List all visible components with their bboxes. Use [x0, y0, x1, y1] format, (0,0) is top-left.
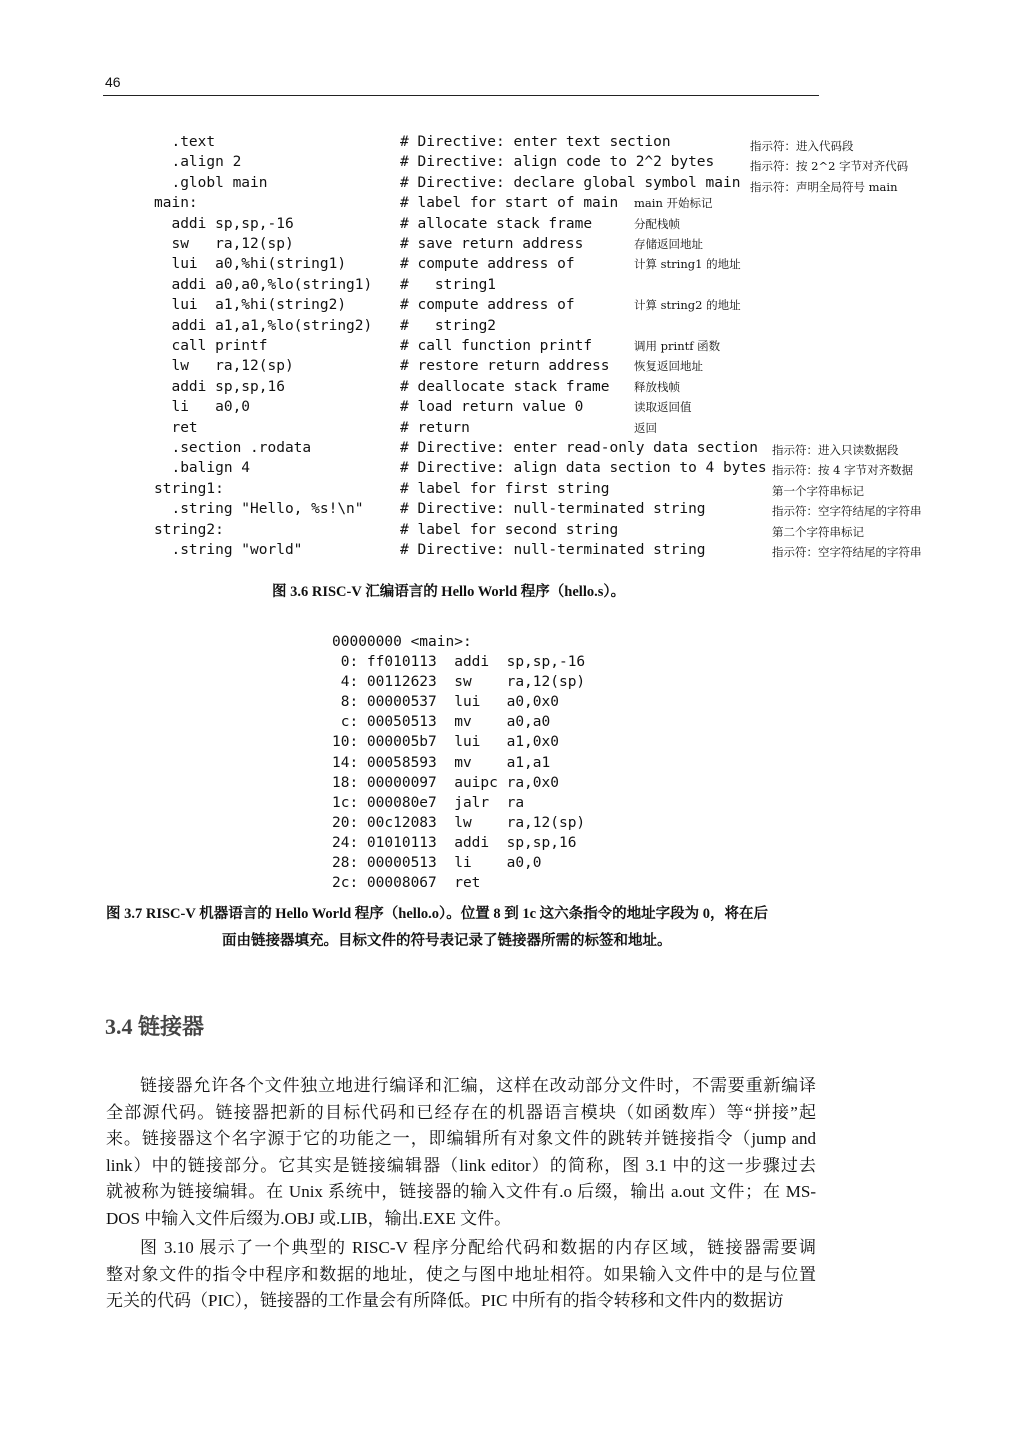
chinese-annotation: 第二个字符串标记	[772, 524, 864, 539]
chinese-annotation: 存储返回地址	[634, 237, 703, 251]
page-number: 46	[105, 74, 121, 90]
chinese-annotation: 计算 string1 的地址	[634, 257, 741, 272]
code-instruction: addi sp,sp,16	[154, 378, 285, 395]
code-comment: # Directive: enter read-only data section	[400, 440, 758, 456]
chinese-annotation: 指示符：进入只读数据段	[772, 443, 899, 457]
code-comment: # Directive: enter text section	[400, 134, 671, 150]
chinese-annotation: 调用 printf 函数	[634, 339, 721, 353]
code-instruction: addi a1,a1,%lo(string2)	[154, 317, 373, 334]
chinese-annotation: 指示符：进入代码段	[750, 139, 854, 153]
code-instruction: .align 2	[154, 154, 242, 171]
code-instruction: addi a0,a0,%lo(string1)	[154, 276, 373, 293]
code-instruction: .string "world"	[154, 542, 303, 558]
code-comment: # label for second string	[400, 521, 619, 538]
code-instruction: .balign 4	[154, 460, 251, 477]
chinese-annotation: 指示符：声明全局符号 main	[750, 179, 898, 194]
chinese-annotation: 分配栈帧	[634, 216, 680, 231]
code-comment: # compute address of	[400, 256, 575, 273]
code-instruction: .text	[154, 134, 216, 150]
code-instruction: addi sp,sp,-16	[154, 215, 294, 232]
code-comment: # Directive: align data section to 4 bytes	[400, 460, 767, 477]
paragraph-line: 图 3.10 展示了一个典型的 RISC-V 程序分配给代码和数据的内存区域，链接器需要调	[140, 1238, 816, 1257]
code-comment: # Directive: align code to 2^2 bytes	[400, 154, 715, 171]
code-instruction: .section .rodata	[154, 440, 312, 456]
disassembly-line: 14: 00058593 mv a1,a1	[332, 754, 551, 771]
disassembly-line: 0: ff010113 addi sp,sp,-16	[332, 654, 586, 671]
chinese-annotation: 指示符：空字符结尾的字符串	[772, 545, 922, 559]
chinese-annotation: main 开始标记	[634, 196, 713, 211]
disassembly-line: 20: 00c12083 lw ra,12(sp)	[332, 814, 586, 831]
code-instruction: main:	[154, 195, 198, 212]
disassembly-line: 28: 00000513 li a0,0	[332, 855, 542, 872]
chinese-annotation: 读取返回值	[634, 400, 692, 415]
code-instruction: li a0,0	[154, 399, 251, 416]
code-comment: # load return value 0	[400, 399, 584, 416]
code-comment: # string2	[400, 317, 497, 334]
code-instruction: .globl main	[154, 174, 268, 191]
disassembly-line: 8: 00000537 lui a0,0x0	[332, 694, 559, 711]
paragraph-line: link）中的链接部分。它其实是链接编辑器（link editor）的简称，图 3.1 中的这一步骤过去	[106, 1155, 816, 1175]
code-comment: # deallocate stack frame	[400, 378, 610, 395]
paragraph-line: 无关的代码（PIC），链接器的工作量会有所降低。PIC 中所有的指令转移和文件内的数据访	[106, 1291, 784, 1310]
code-instruction: lui a1,%hi(string2)	[154, 297, 347, 314]
chinese-annotation: 恢复返回地址	[634, 359, 703, 374]
figure-3-7-caption-line-2: 面由链接器填充。目标文件的符号表记录了链接器所需的标签和地址。	[222, 933, 672, 949]
code-comment: # Directive: null-terminated string	[400, 542, 706, 558]
code-instruction: lui a0,%hi(string1)	[154, 256, 347, 273]
code-comment: # label for first string	[400, 480, 610, 497]
disassembly-line: 18: 00000097 auipc ra,0x0	[332, 774, 559, 791]
code-comment: # restore return address	[400, 358, 610, 375]
chinese-annotation: 指示符：按 4 字节对齐数据	[772, 463, 914, 478]
disassembly-header: 00000000 <main>:	[332, 634, 472, 650]
disassembly-line: 24: 01010113 addi sp,sp,16	[332, 834, 577, 851]
paragraph-line: 全部源代码。链接器把新的目标代码和已经存在的机器语言模块（如函数库）等“拼接”起	[106, 1102, 816, 1122]
code-instruction: .string "Hello, %s!\n"	[154, 501, 364, 518]
disassembly-line: 1c: 000080e7 jalr ra	[332, 794, 525, 811]
code-comment: # save return address	[400, 236, 584, 252]
code-comment: # Directive: null-terminated string	[400, 501, 706, 518]
chinese-annotation: 返回	[634, 420, 657, 435]
section-heading: 3.4 链接器	[105, 1014, 205, 1039]
paragraph-line: 来。链接器这个名字源于它的功能之一，即编辑所有对象文件的跳转并链接指令（jump and	[106, 1129, 816, 1148]
code-comment: # string1	[400, 276, 497, 293]
paragraph-line: 整对象文件的指令中程序和数据的地址，使之与图中地址相符。如果输入文件中的是与位置	[106, 1264, 816, 1284]
code-comment: # call function printf	[400, 338, 593, 354]
code-instruction: ret	[154, 419, 198, 436]
code-instruction: sw ra,12(sp)	[154, 236, 294, 252]
figure-3-7-disassembly	[332, 632, 585, 893]
code-comment: # Directive: declare global symbol main	[400, 174, 741, 191]
figure-3-6-caption: 图 3.6 RISC-V 汇编语言的 Hello World 程序（hello.s）。	[272, 584, 626, 600]
figure-3-7-caption-line-1: 图 3.7 RISC-V 机器语言的 Hello World 程序（hello.o）。位置 8 到 1c 这六条指令的地址字段为 0，将在后	[106, 906, 769, 922]
paragraph-line: 就被称为链接编辑。在 Unix 系统中，链接器的输入文件有.o 后缀，输出 a.out 文件；在 MS-	[106, 1182, 816, 1201]
code-comment: # compute address of	[400, 297, 575, 314]
figure-3-6-code-listing	[154, 132, 954, 562]
code-comment: # return	[400, 419, 470, 436]
code-instruction: lw ra,12(sp)	[154, 358, 294, 375]
chinese-annotation: 计算 string2 的地址	[634, 298, 741, 313]
paragraph-line: 链接器允许各个文件独立地进行编译和汇编，这样在改动部分文件时，不需要重新编译	[140, 1076, 816, 1095]
chinese-annotation: 指示符：按 2^2 字节对齐代码	[750, 159, 909, 174]
paragraph-line: DOS 中输入文件后缀为.OBJ 或.LIB，输出.EXE 文件。	[106, 1208, 512, 1228]
code-instruction: call printf	[154, 338, 268, 354]
code-comment: # label for start of main	[400, 195, 619, 212]
code-comment: # allocate stack frame	[400, 215, 593, 232]
code-instruction: string2:	[154, 521, 224, 538]
disassembly-line: 4: 00112623 sw ra,12(sp)	[332, 674, 586, 691]
header-rule	[103, 95, 819, 96]
disassembly-line: c: 00050513 mv a0,a0	[332, 714, 551, 731]
disassembly-line: 2c: 00008067 ret	[332, 875, 481, 892]
disassembly-line: 10: 000005b7 lui a1,0x0	[332, 734, 559, 751]
chinese-annotation: 第一个字符串标记	[772, 483, 864, 498]
chinese-annotation: 指示符：空字符结尾的字符串	[772, 504, 922, 519]
code-instruction: string1:	[154, 480, 224, 497]
chinese-annotation: 释放栈帧	[634, 379, 680, 394]
